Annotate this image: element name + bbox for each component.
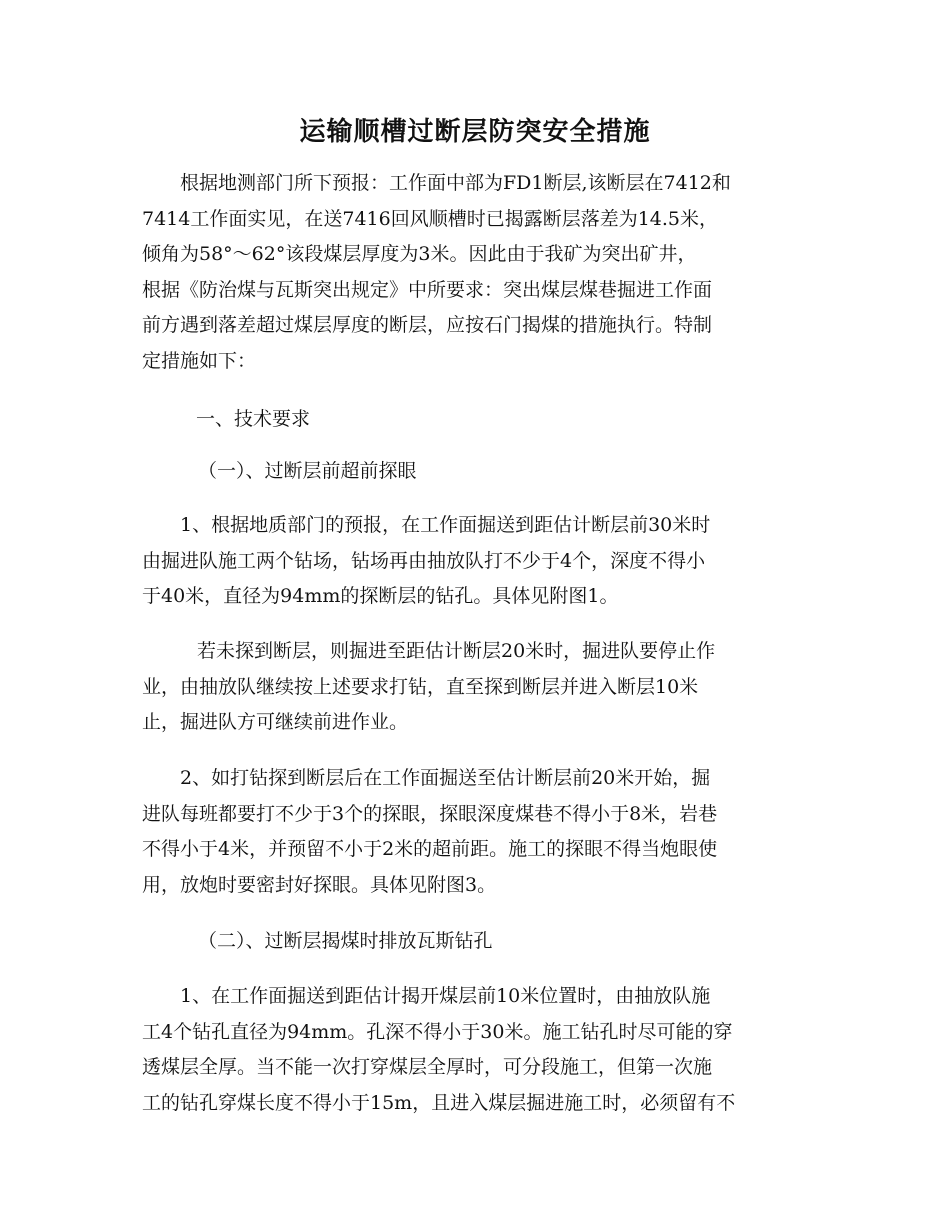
- text-line: 若未探到断层，则掘进至距估计断层20米时，掘进队要停止作: [197, 640, 716, 662]
- text-line: 进队每班都要打不少于3个的探眼，探眼深度煤巷不得小于8米，岩巷: [142, 802, 718, 825]
- text-line: 定措施如下：: [142, 349, 257, 372]
- document-title: 运输顺槽过断层防突安全措施: [299, 117, 651, 147]
- item-paragraph: [142, 508, 812, 615]
- intro-paragraph: [142, 166, 812, 379]
- text-line: 前方遇到落差超过煤层厚度的断层，应按石门揭煤的措施执行。特制: [142, 314, 713, 336]
- text-line: 1、根据地质部门的预报，在工作面掘送到距估计断层前30米时: [180, 514, 711, 536]
- text-line: 2、如打钻探到断层后在工作面掘送至估计断层前20米开始，掘: [180, 767, 711, 789]
- text-line: 由掘进队施工两个钻场，钻场再由抽放队打不少于4个，深度不得小: [142, 549, 706, 572]
- text-line: 业，由抽放队继续按上述要求打钻，直至探到断层并进入断层10米: [142, 675, 699, 698]
- text-line: 用，放炮时要密封好探眼。具体见附图3。: [142, 873, 497, 896]
- text-line: 透煤层全厚。当不能一次打穿煤层全厚时，可分段施工，但第一次施: [142, 1056, 713, 1078]
- text-line: 工4个钻孔直径为94mm。孔深不得小于30米。施工钻孔时尽可能的穿: [142, 1020, 733, 1043]
- text-line: 根据地测部门所下预报：工作面中部为FD1断层,该断层在7412和: [180, 172, 731, 194]
- text-line: 1、在工作面掘送到距估计揭开煤层前10米位置时，由抽放队施: [180, 985, 711, 1007]
- section-heading: 一、技术要求: [196, 408, 311, 430]
- text-line: 根据《防治煤与瓦斯突出规定》中所要求：突出煤层煤巷掘进工作面: [142, 278, 713, 301]
- subsection-heading: （二）、过断层揭煤时排放瓦斯钻孔: [198, 930, 493, 952]
- text-line: 工的钻孔穿煤长度不得小于15m，且进入煤层掘进施工时，必须留有不: [142, 1091, 736, 1114]
- item-paragraph: [142, 761, 812, 903]
- subsection-heading: （一）、过断层前超前探眼: [198, 460, 417, 482]
- item-paragraph: [142, 634, 812, 741]
- text-line: 7414工作面实见，在送7416回风顺槽时已揭露断层落差为14.5米，: [142, 207, 719, 230]
- text-line: 倾角为58°～62°该段煤层厚度为3米。因此由于我矿为突出矿井，: [142, 243, 697, 265]
- text-line: 于40米，直径为94mm的探断层的钻孔。具体见附图1。: [142, 585, 619, 607]
- text-line: 不得小于4米，并预留不小于2米的超前距。施工的探眼不得当炮眼使: [142, 838, 718, 860]
- item-paragraph: [142, 979, 812, 1121]
- text-line: 止，掘进队方可继续前进作业。: [142, 711, 409, 733]
